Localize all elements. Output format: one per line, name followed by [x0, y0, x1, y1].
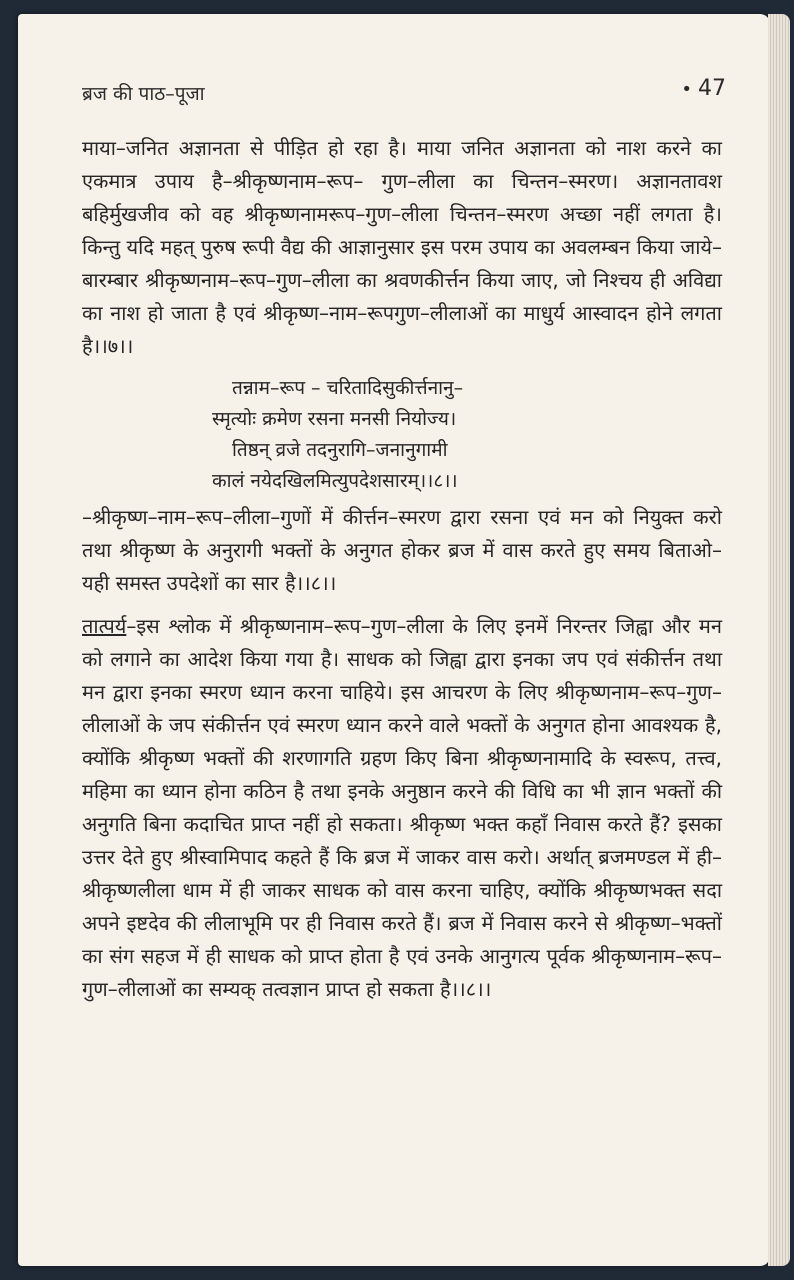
running-title: ब्रज की पाठ–पूजा [82, 83, 205, 105]
commentary-paragraph [82, 610, 722, 1006]
bullet: • [681, 79, 692, 100]
commentary-text: –इस श्लोक में श्रीकृष्णनाम–रूप–गुण–लीला के लिए इनमें निरन्तर जिह्वा और मन को लगाने का आदेश किया गया है। साधक को जिह्वा द्वारा इनका जप एवं संकीर्त्तन तथा मन द्वारा इनका स्मरण ध्यान करना चाहिये। इस आचरण के लिए श्रीकृष्णनाम–रूप–गुण–लीलाओं के जप संकीर्त्तन एवं स्मरण ध्यान करने वाले भक्तों के अनुगत होना आवश्यक है, क्योंकि श्रीकृष्ण भक्तों की शरणागति ग्रहण किए बिना श्रीकृष्णनामादि के स्वरूप, तत्त्व, महिमा का ध्यान होना कठिन है तथा इनके अनुष्ठान करने की विधि का भी ज्ञान भक्तों की अनुगति बिना कदाचित प्राप्त नहीं हो सकता। श्रीकृष्ण भक्त कहाँ निवास करते हैं? इसका उत्तर देते हुए श्रीस्वामिपाद कहते हैं कि ब्रज में जाकर वास करो। अर्थात् ब्रजमण्डल में ही–श्रीकृष्णलीला धाम में ही जाकर साधक को वास करना चाहिए, क्योंकि श्रीकृष्णभक्त सदा अपने इष्टदेव की लीलाभूमि पर ही निवास करते हैं। ब्रज में निवास करने से श्रीकृष्ण–भक्तों का संग सहज में ही साधक को प्राप्त होता है एवं उनके आनुगत्य पूर्वक श्रीकृष्णनाम–रूप–गुण–लीलाओं का सम्यक् तत्वज्ञान प्राप्त हो सकता है।।८।। [82, 614, 722, 1001]
verse-line-2: स्मृत्योः क्रमेण रसना मनसी नियोज्य। [212, 408, 457, 430]
sanskrit-verse [172, 373, 722, 497]
verse-translation: –श्रीकृष्ण–नाम–रूप–लीला–गुणों में कीर्त्तन–स्मरण द्वारा रसना एवं मन को नियुक्त करो तथा श्रीकृष्ण के अनुरागी भक्तों के अनुगत होकर ब्रज में वास करते हुए समय बिताओ–यही समस्त उपदेशों का सार है।।८।। [82, 505, 722, 595]
page-number [681, 76, 726, 101]
book-page [18, 14, 770, 1266]
verse-line-1: तन्नाम–रूप – चरितादिसुकीर्त्तनानु– [232, 377, 464, 399]
page-header [82, 74, 726, 114]
verse-line-4: कालं नयेदखिलमित्युपदेशसारम्।।८।। [212, 470, 458, 492]
verse-line-3: तिष्ठन् व्रजे तदनुरागि–जनानुगामी [232, 439, 448, 461]
commentary-label: तात्पर्य [82, 614, 127, 638]
page-number-value: 47 [698, 76, 726, 101]
page-stack-edge [768, 14, 790, 1266]
paragraph-intro: माया–जनित अज्ञानता से पीड़ित हो रहा है। माया जनित अज्ञानता को नाश करने का एकमात्र उपाय है–श्रीकृष्णनाम–रूप– गुण–लीला का चिन्तन–स्मरण। अज्ञानतावश बहिर्मुखजीव को वह श्रीकृष्णनामरूप–गुण–लीला चिन्तन–स्मरण अच्छा नहीं लगता है। किन्तु यदि महत् पुरुष रूपी वैद्य की आज्ञानुसार इस परम उपाय का अवलम्बन किया जाये–बारम्बार श्रीकृष्णनाम–रूप–गुण–लीला का श्रवणकीर्त्तन किया जाए, जो निश्चय ही अविद्या का नाश हो जाता है एवं श्रीकृष्ण–नाम–रूपगुण–लीलाओं का माधुर्य आस्वादन होने लगता है।।७।। [82, 136, 722, 358]
page-content [82, 132, 722, 1006]
